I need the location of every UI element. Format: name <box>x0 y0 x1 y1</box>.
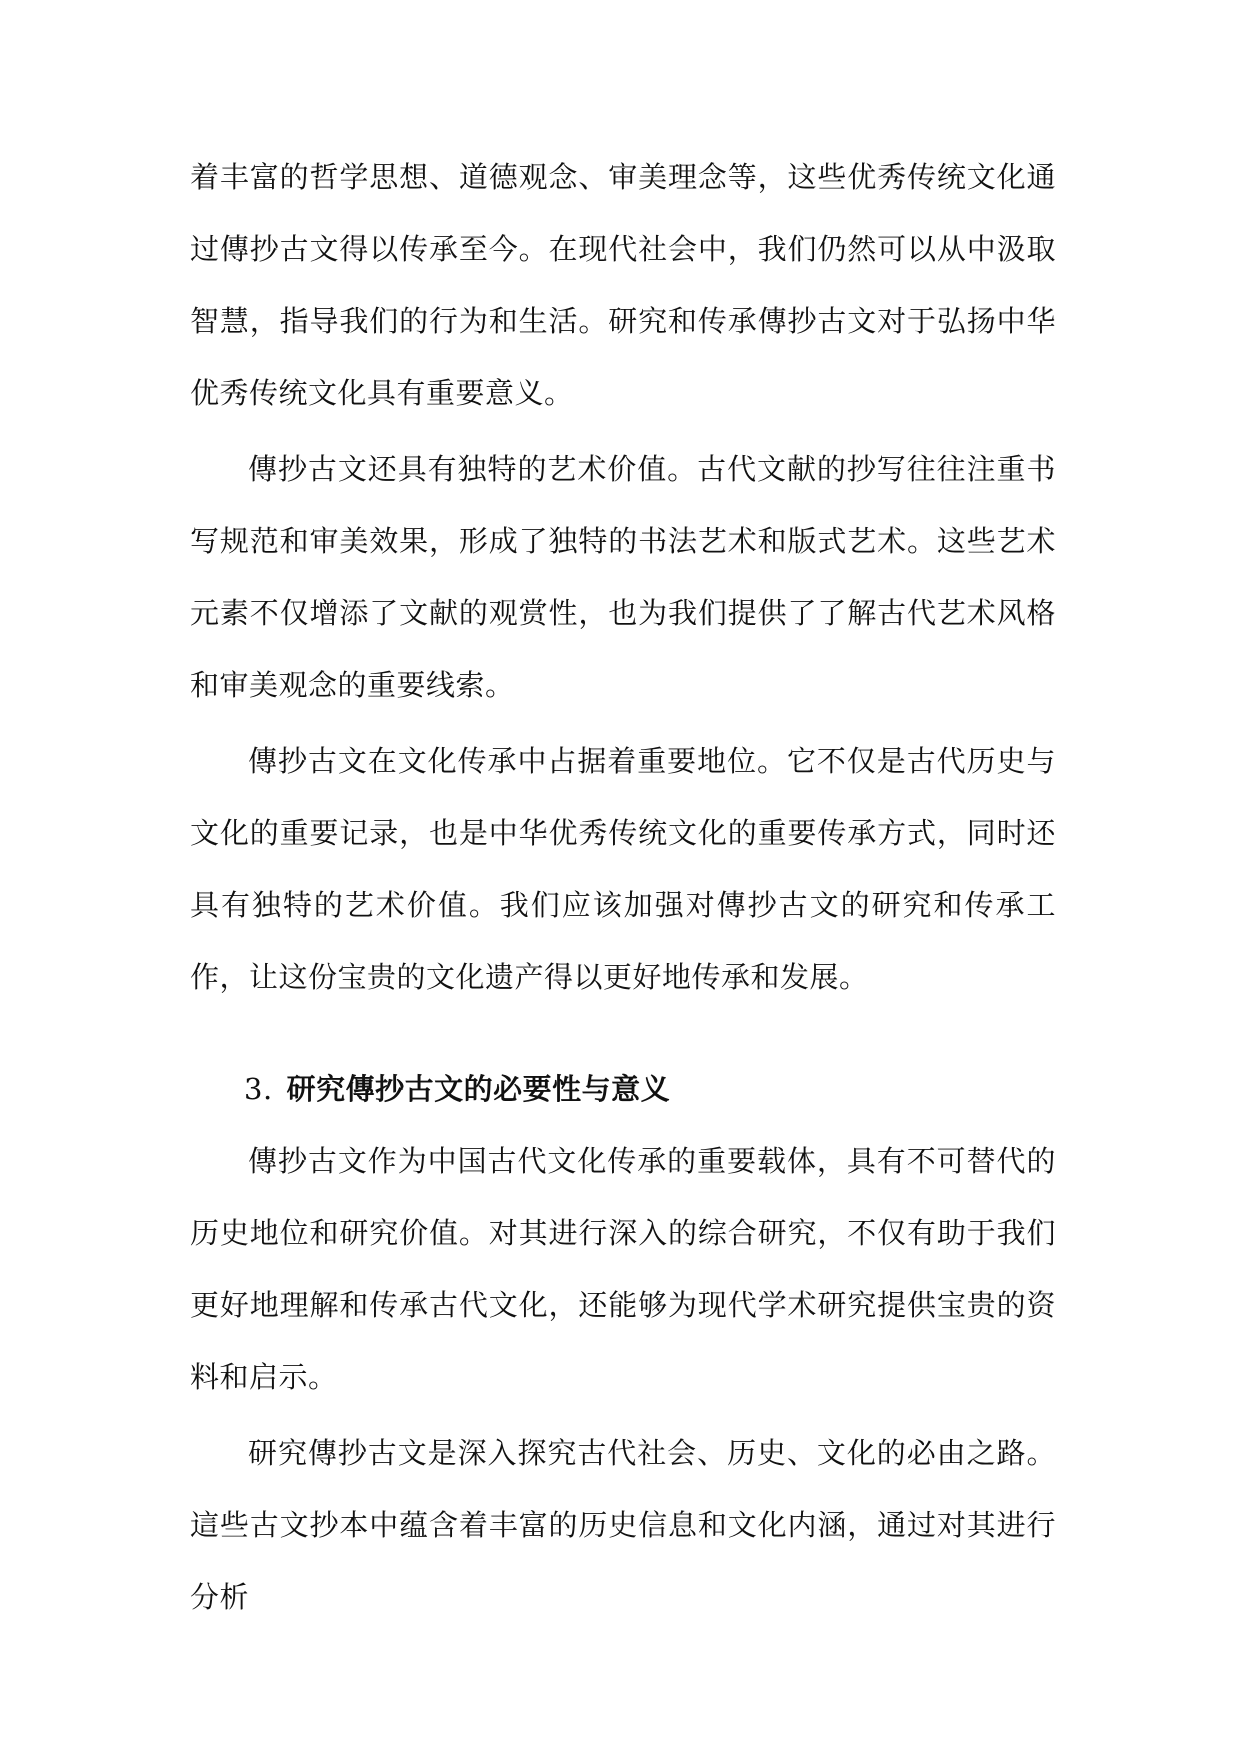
paragraph-cultural-status: 傳抄古文在文化传承中占据着重要地位。它不仅是古代历史与文化的重要记录，也是中华优秀传统文化的重要传承方式，同时还具有独特的艺术价值。我们应该加强对傳抄古文的研究和传承工作，让这份宝贵的文化遗产得以更好地传承和发展。 <box>190 744 1056 994</box>
paragraph-artistic-value: 傳抄古文还具有独特的艺术价值。古代文献的抄写往往注重书写规范和审美效果，形成了独特的书法艺术和版式艺术。这些艺术元素不仅增添了文献的观赏性，也为我们提供了了解古代艺术风格和审美观念的重要线索。 <box>190 452 1056 702</box>
section-heading <box>190 1053 1056 1125</box>
document-page <box>190 141 1056 1633</box>
paragraph-research-value: 傳抄古文作为中国古代文化传承的重要载体，具有不可替代的历史地位和研究价值。对其进行深入的综合研究，不仅有助于我们更好地理解和传承古代文化，还能够为现代学术研究提供宝贵的资料和启示。 <box>190 1144 1056 1394</box>
section-number: 3. <box>244 1072 273 1106</box>
section-title: 研究傳抄古文的必要性与意义 <box>286 1072 671 1106</box>
paragraph-research-path: 研究傳抄古文是深入探究古代社会、历史、文化的必由之路。這些古文抄本中蕴含着丰富的历史信息和文化内涵，通过对其进行分析 <box>190 1436 1056 1614</box>
paragraph-continued: 着丰富的哲学思想、道德观念、审美理念等，这些优秀传统文化通过傳抄古文得以传承至今。在现代社会中，我们仍然可以从中汲取智慧，指导我们的行为和生活。研究和传承傳抄古文对于弘扬中华优秀传统文化具有重要意义。 <box>190 160 1056 410</box>
